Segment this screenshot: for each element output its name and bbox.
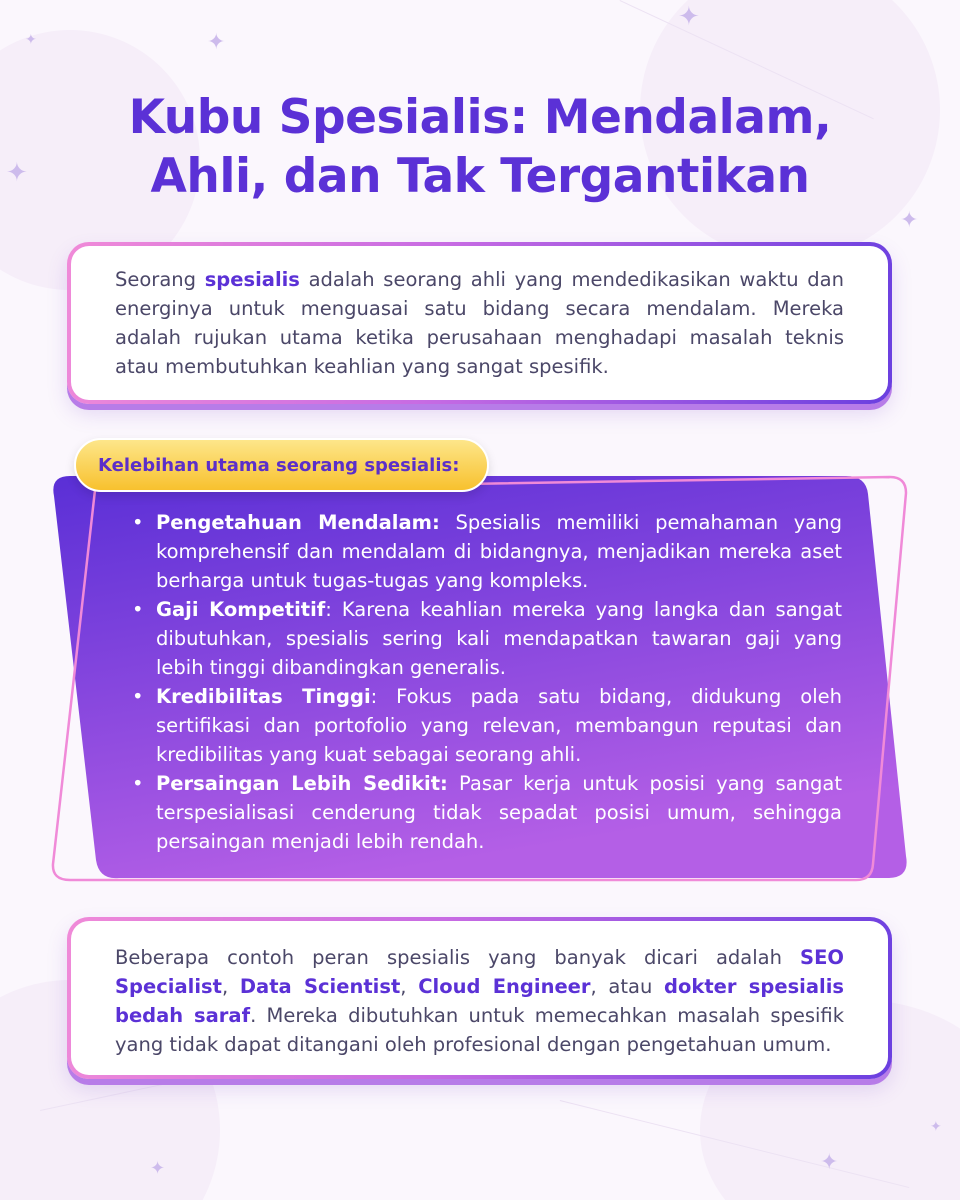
examples-text: , (400, 975, 419, 998)
sparkle-icon: ✦ (820, 1150, 839, 1175)
intro-term: spesialis (204, 268, 300, 291)
example-role: SEO Specialist (115, 946, 844, 998)
benefit-text: Pasar kerja untuk posisi yang sangat terspesialisasi cenderung tidak sepadat posisi umum, sehingga persaingan menjadi lebih rendah. (156, 772, 842, 853)
benefit-text: Spesialis memiliki pemahaman yang komprehensif dan mendalam di bidangnya, menjadikan mereka aset berharga untuk tugas-tugas yang kompleks. (156, 511, 842, 592)
title-line-1: Kubu Spesialis: Mendalam, (128, 90, 832, 145)
benefits-heading-badge (74, 438, 489, 492)
benefit-item (130, 769, 842, 856)
bullet-icon: • (132, 772, 144, 795)
benefit-item (130, 595, 842, 682)
benefit-text: : Fokus pada satu bidang, didukung oleh sertifikasi dan portofolio yang relevan, membangun reputasi dan kredibilitas yang kuat sebagai seorang ahli. (156, 685, 843, 766)
benefit-item (130, 682, 842, 769)
intro-text-start: Seorang (115, 268, 205, 291)
bullet-icon: • (132, 511, 144, 534)
examples-text: , (221, 975, 240, 998)
intro-text-rest: adalah seorang ahli yang mendedikasikan waktu dan energinya untuk menguasai satu bidang secara mendalam. Mereka adalah rujukan utama ketika perusahaan menghadapi masalah teknis atau membutuhkan keahlian yang sangat spesifik. (115, 268, 844, 378)
sparkle-icon: ✦ (6, 158, 28, 188)
examples-card (67, 917, 892, 1079)
benefit-item (130, 508, 842, 595)
example-role: Cloud Engineer (418, 975, 591, 998)
examples-text: . Mereka dibutuhkan untuk memecahkan masalah spesifik yang tidak dapat ditangani oleh profesional dengan pengetahuan umum. (115, 1004, 845, 1056)
benefit-title: Persaingan Lebih Sedikit: (156, 772, 448, 795)
example-role: Data Scientist (239, 975, 401, 998)
benefit-text: : Karena keahlian mereka yang langka dan sangat dibutuhkan, spesialis sering kali mendapatkan tawaran gaji yang lebih tinggi dibandingkan generalis. (156, 598, 842, 679)
intro-paragraph (115, 265, 844, 381)
sparkle-icon: ✦ (930, 1119, 942, 1135)
benefit-title: Kredibilitas Tinggi (156, 685, 371, 708)
sparkle-icon: ✦ (25, 32, 37, 48)
bullet-icon: • (132, 685, 144, 708)
example-role: dokter spesialis bedah saraf (115, 975, 845, 1027)
benefits-heading: Kelebihan utama seorang spesialis: (98, 454, 460, 476)
examples-text: , atau (590, 975, 665, 998)
examples-text: Beberapa contoh peran spesialis yang banyak dicari adalah (115, 946, 801, 969)
sparkle-icon: ✦ (207, 30, 226, 55)
examples-paragraph (115, 943, 844, 1059)
bullet-icon: • (132, 598, 144, 621)
sparkle-icon: ✦ (678, 2, 700, 32)
sparkle-icon: ✦ (150, 1158, 166, 1179)
page-title (40, 88, 920, 206)
benefit-title: Pengetahuan Mendalam: (156, 511, 440, 534)
intro-card (67, 242, 892, 404)
title-line-2: Ahli, dan Tak Tergantikan (150, 149, 810, 204)
benefit-title: Gaji Kompetitif (156, 598, 326, 621)
benefits-list (130, 508, 842, 856)
sparkle-icon: ✦ (900, 208, 919, 233)
